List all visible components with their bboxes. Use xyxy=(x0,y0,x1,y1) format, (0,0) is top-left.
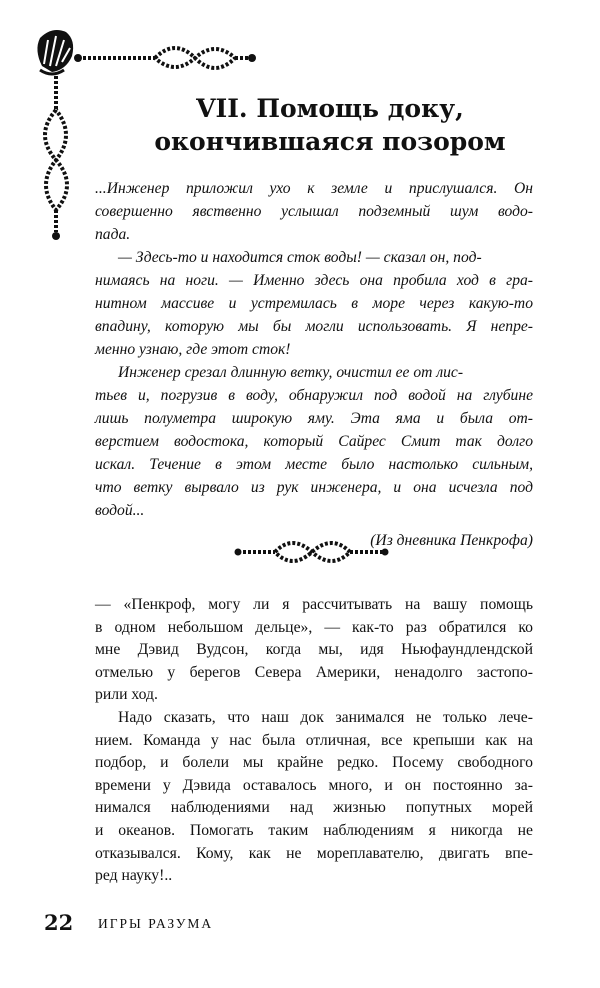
page-number: 22 xyxy=(44,910,74,935)
body-line: — «Пенкроф, могу ли я рассчитывать на вашу помощь xyxy=(95,596,533,613)
chapter-title xyxy=(130,92,530,158)
body-line: и океанов. Помогать таким наблюдениям я никогда не xyxy=(95,822,533,839)
body-line: времени у Дэвида оставалось много, и он постоянно за- xyxy=(95,777,533,794)
body-line: нием. Команда у нас была отличная, все крепыши как на xyxy=(95,732,533,749)
body-line: нимался наблюдениями над жизнью попутных морей xyxy=(95,799,533,816)
epigraph-line: ...Инженер приложил ухо к земле и прислушался. Он xyxy=(95,180,533,197)
epigraph-line: нитном массиве и устремилась в море через какую-то xyxy=(95,295,533,312)
chapter-title-line-1: VII. Помощь доку, xyxy=(196,94,464,123)
epigraph-line: водой... xyxy=(95,502,145,519)
epigraph-line: — Здесь-то и находится сток воды! — сказал он, под- xyxy=(118,249,482,266)
running-head: ИГРЫ РАЗУМА xyxy=(98,916,214,931)
epigraph-line: Инженер срезал длинную ветку, очистил ее от лис- xyxy=(118,364,464,381)
chapter-title-line-2: окончившаяся позором xyxy=(154,127,506,156)
epigraph-line: что ветку вырвало из рук инженера, и она исчезла под xyxy=(95,479,533,496)
body-line: в одном небольшом дельце», — как-то раз обратился ко xyxy=(95,619,533,636)
epigraph-line: менно узнаю, где этот сток! xyxy=(95,341,291,358)
epigraph-line: тьев и, погрузив в воду, обнаружил под водой на глубине xyxy=(95,387,533,404)
body-line: рили ход. xyxy=(95,686,158,703)
epigraph-line: впадину, которую мы бы могли использовать. Я непре- xyxy=(95,318,533,335)
body-line: ред науку!.. xyxy=(95,867,173,884)
body-line: подбор, и болели мы крайне редко. Посему свободного xyxy=(95,754,533,771)
epigraph-line: совершенно явственно услышал подземный шум водо- xyxy=(95,203,533,220)
epigraph-line: нимаясь на ноги. — Именно здесь она пробила ход в гра- xyxy=(95,272,533,289)
rope-vertical xyxy=(45,76,67,232)
body-line: Надо сказать, что наш док занимался не только лече- xyxy=(118,709,533,726)
epigraph-line: пада. xyxy=(95,226,131,243)
epigraph-line: верстием водостока, который Сайрес Смит так долго xyxy=(95,433,533,450)
epigraph-source: (Из дневника Пенкрофа) xyxy=(370,532,533,549)
body-line: отказывался. Кому, как не мореплавателю, двигать впе- xyxy=(95,845,533,862)
rope-horizontal xyxy=(78,48,252,68)
shell-icon xyxy=(37,30,73,74)
body-line: отмелью у берегов Севера Америки, ненадолго застопо- xyxy=(95,664,533,681)
epigraph-line: искал. Течение в этом месте было настолько сильным, xyxy=(95,456,533,473)
epigraph-line: лишь полуметра широкую яму. Эта яма и была от- xyxy=(95,410,533,427)
body-line: мне Дэвид Вудсон, когда мы, идя Ньюфаундлендской xyxy=(95,641,533,658)
knot-divider xyxy=(0,534,600,574)
